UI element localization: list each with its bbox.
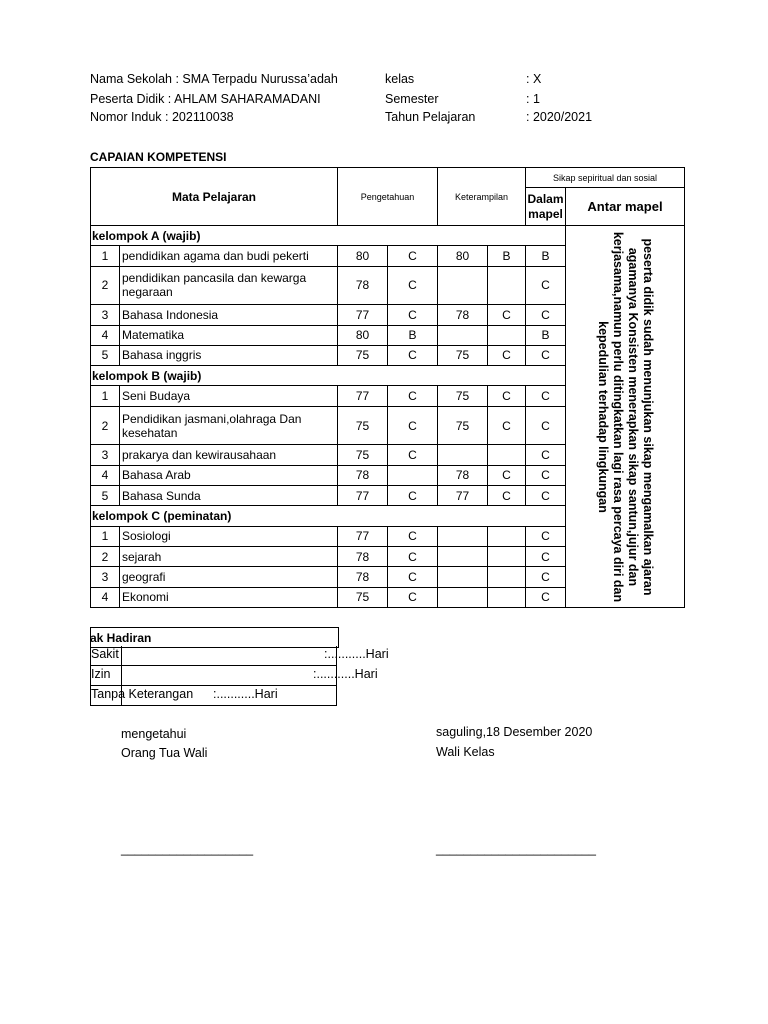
attendance-value: :...........Hari [213, 687, 278, 701]
pengetahuan-score: 80 [338, 325, 388, 345]
tahun-value: : 2020/2021 [526, 110, 593, 124]
keterampilan-grade [488, 587, 526, 607]
sikap-dalam-mapel: C [526, 386, 566, 406]
pengetahuan-grade: C [388, 526, 438, 546]
attendance-label: Izin [91, 667, 111, 681]
sikap-dalam-mapel: C [526, 546, 566, 566]
sikap-dalam-mapel: C [526, 526, 566, 546]
subject-name: pendidikan agama dan budi pekerti [120, 246, 338, 266]
kelas-label: kelas [385, 72, 415, 86]
pengetahuan-score: 77 [338, 485, 388, 505]
sikap-dalam-mapel: C [526, 406, 566, 445]
keterampilan-grade: C [488, 465, 526, 485]
keterampilan-grade: C [488, 485, 526, 505]
row-number: 1 [91, 526, 120, 546]
subject-name: Seni Budaya [120, 386, 338, 406]
pengetahuan-grade: B [388, 325, 438, 345]
keterampilan-score: 75 [438, 406, 488, 445]
row-number: 3 [91, 305, 120, 325]
attendance-row [90, 686, 337, 706]
keterampilan-score: 75 [438, 345, 488, 365]
row-number: 2 [91, 406, 120, 445]
keterampilan-grade [488, 567, 526, 587]
antar-mapel-note-cell [566, 226, 685, 608]
subject-name: geografi [120, 567, 338, 587]
keterampilan-grade: C [488, 345, 526, 365]
pengetahuan-score: 75 [338, 587, 388, 607]
keterampilan-grade: C [488, 305, 526, 325]
sign-left-blank: ___________________ [121, 842, 254, 856]
attendance-value: :...........Hari [324, 647, 389, 661]
subject-name: Bahasa Sunda [120, 485, 338, 505]
pengetahuan-grade: C [388, 406, 438, 445]
pengetahuan-grade: C [388, 345, 438, 365]
keterampilan-score [438, 325, 488, 345]
pengetahuan-score: 77 [338, 305, 388, 325]
subject-name: Ekonomi [120, 587, 338, 607]
keterampilan-score: 77 [438, 485, 488, 505]
attendance-title-cell [90, 627, 339, 648]
semester-label: Semester [385, 92, 439, 106]
row-number: 4 [91, 587, 120, 607]
school-name: Nama Sekolah : SMA Terpadu Nurussa’adah [90, 72, 338, 86]
pengetahuan-grade: C [388, 305, 438, 325]
pengetahuan-grade: C [388, 485, 438, 505]
keterampilan-grade [488, 526, 526, 546]
keterampilan-score [438, 546, 488, 566]
pengetahuan-grade: C [388, 386, 438, 406]
subject-name: Bahasa Indonesia [120, 305, 338, 325]
pengetahuan-score: 75 [338, 406, 388, 445]
attendance-value: :...........Hari [313, 667, 378, 681]
attendance-row [90, 646, 389, 666]
sign-left-line1: mengetahui [121, 727, 187, 741]
subject-name: sejarah [120, 546, 338, 566]
sikap-dalam-mapel: C [526, 345, 566, 365]
subject-name: Bahasa inggris [120, 345, 338, 365]
pengetahuan-score: 78 [338, 567, 388, 587]
subject-name: Bahasa Arab [120, 465, 338, 485]
keterampilan-score [438, 526, 488, 546]
grades-table [90, 167, 685, 608]
row-number: 4 [91, 325, 120, 345]
pengetahuan-score: 78 [338, 266, 388, 305]
keterampilan-score [438, 567, 488, 587]
pengetahuan-grade: C [388, 266, 438, 305]
row-number: 2 [91, 266, 120, 305]
sikap-dalam-mapel: C [526, 587, 566, 607]
sign-right-blank: _______________________ [436, 842, 596, 856]
attendance-table [90, 646, 389, 706]
row-number: 1 [91, 246, 120, 266]
pengetahuan-grade: C [388, 546, 438, 566]
pengetahuan-grade: C [388, 246, 438, 266]
header-dalam-mapel: Dalam mapel [526, 188, 566, 226]
keterampilan-grade [488, 546, 526, 566]
section-title: CAPAIAN KOMPETENSI [90, 150, 227, 164]
keterampilan-score: 78 [438, 305, 488, 325]
group-name: kelompok A (wajib) [91, 226, 566, 246]
row-number: 4 [91, 465, 120, 485]
attendance-label: Tanpa Keterangan [91, 687, 194, 701]
student-id: Nomor Induk : 202110038 [90, 110, 234, 124]
row-number: 5 [91, 345, 120, 365]
pengetahuan-score: 78 [338, 465, 388, 485]
group-name: kelompok B (wajib) [91, 366, 566, 386]
pengetahuan-score: 80 [338, 246, 388, 266]
sign-right-line1: saguling,18 Desember 2020 [436, 725, 593, 739]
pengetahuan-grade: C [388, 567, 438, 587]
antar-mapel-note: peserta didik sudah menunjukan sikap mengamalkan ajaran agamanya Konsisten menerapkan sikap santun,jujur dan kerjasama,namun perlu ditingkatkan lagi rasa percaya diri dan kepedulian terhadap lingkungan [596, 231, 655, 602]
sikap-dalam-mapel: B [526, 246, 566, 266]
attendance-row [90, 666, 378, 686]
subject-name: Sosiologi [120, 526, 338, 546]
pengetahuan-score: 77 [338, 386, 388, 406]
keterampilan-grade [488, 266, 526, 305]
keterampilan-grade: C [488, 406, 526, 445]
row-number: 2 [91, 546, 120, 566]
sign-left-line2: Orang Tua Wali [121, 746, 208, 760]
header-pengetahuan: Pengetahuan [338, 168, 438, 226]
sikap-dalam-mapel: B [526, 325, 566, 345]
sign-right-line2: Wali Kelas [436, 745, 495, 759]
row-number: 1 [91, 386, 120, 406]
keterampilan-score [438, 587, 488, 607]
row-number: 3 [91, 567, 120, 587]
pengetahuan-grade: C [388, 587, 438, 607]
tahun-label: Tahun Pelajaran [385, 110, 476, 124]
subject-name: Pendidikan jasmani,olahraga Dan kesehatan [120, 406, 338, 445]
row-number: 3 [91, 445, 120, 465]
header-mata-pelajaran: Mata Pelajaran [91, 168, 338, 226]
keterampilan-score: 75 [438, 386, 488, 406]
keterampilan-score: 78 [438, 465, 488, 485]
keterampilan-score: 80 [438, 246, 488, 266]
pengetahuan-score: 75 [338, 445, 388, 465]
student-name: Peserta Didik : AHLAM SAHARAMADANI [90, 92, 321, 106]
attendance-title: ak Hadiran [90, 631, 152, 645]
sikap-dalam-mapel: C [526, 305, 566, 325]
pengetahuan-score: 75 [338, 345, 388, 365]
pengetahuan-score: 78 [338, 546, 388, 566]
keterampilan-grade: B [488, 246, 526, 266]
keterampilan-grade [488, 325, 526, 345]
row-number: 5 [91, 485, 120, 505]
sikap-dalam-mapel: C [526, 445, 566, 465]
header-sikap: Sikap sepiritual dan sosial [526, 168, 685, 188]
header-keterampilan: Keterampilan [438, 168, 526, 226]
sikap-dalam-mapel: C [526, 266, 566, 305]
sikap-dalam-mapel: C [526, 465, 566, 485]
keterampilan-score [438, 445, 488, 465]
pengetahuan-grade [388, 465, 438, 485]
group-name: kelompok C (peminatan) [91, 506, 566, 526]
pengetahuan-score: 77 [338, 526, 388, 546]
semester-value: : 1 [526, 92, 540, 106]
keterampilan-grade [488, 445, 526, 465]
subject-name: pendidikan pancasila dan kewarga negaraan [120, 266, 338, 305]
sikap-dalam-mapel: C [526, 485, 566, 505]
pengetahuan-grade: C [388, 445, 438, 465]
subject-name: Matematika [120, 325, 338, 345]
subject-name: prakarya dan kewirausahaan [120, 445, 338, 465]
attendance-label: Sakit [91, 647, 119, 661]
sikap-dalam-mapel: C [526, 567, 566, 587]
header-antar-mapel: Antar mapel [566, 188, 685, 226]
keterampilan-score [438, 266, 488, 305]
group-row [91, 226, 685, 246]
kelas-value: : X [526, 72, 542, 86]
keterampilan-grade: C [488, 386, 526, 406]
